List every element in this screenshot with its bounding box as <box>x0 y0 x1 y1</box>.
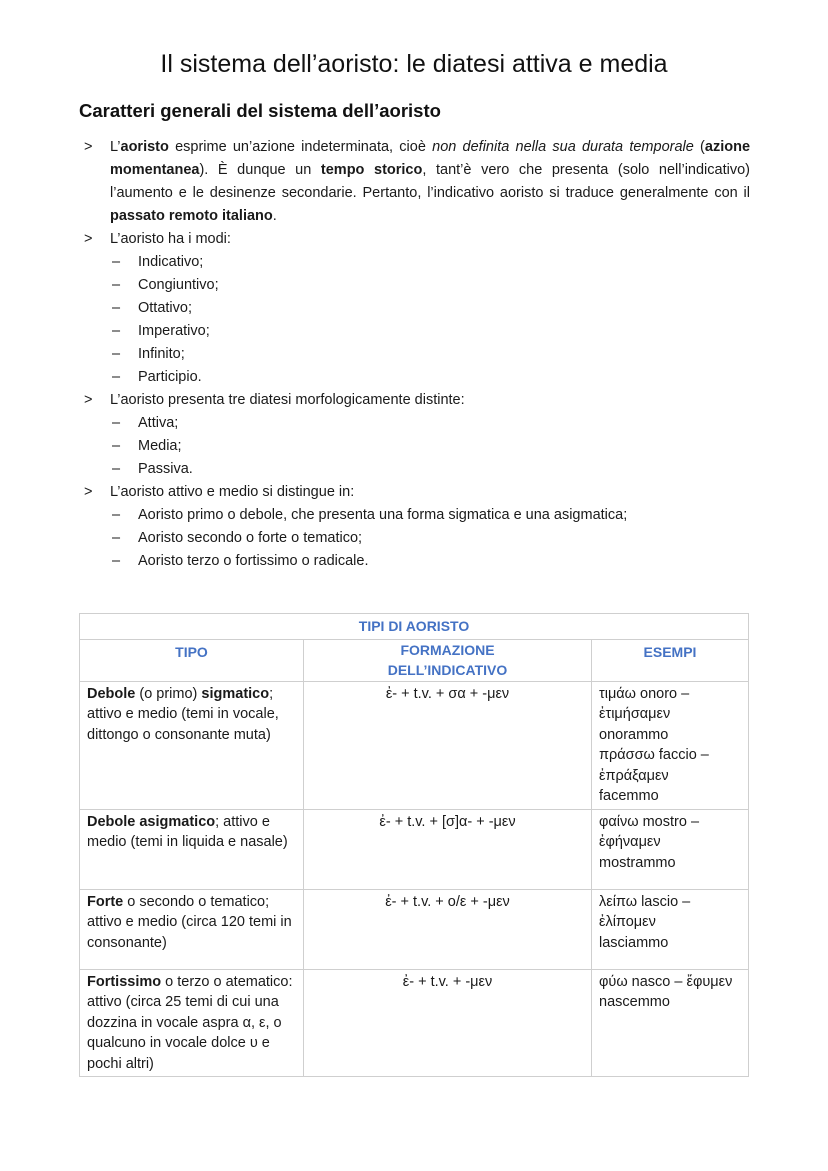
list-item-text: Media; <box>138 438 182 454</box>
list-item-text: Imperativo; <box>138 323 210 339</box>
dash-icon: – <box>112 461 121 477</box>
text: ( <box>693 139 705 155</box>
dash-icon: – <box>112 300 121 316</box>
list-item <box>84 274 750 297</box>
bullet-marker-icon: > <box>84 484 93 500</box>
dash-icon: – <box>112 277 121 293</box>
text: . <box>272 208 277 224</box>
dash-icon: – <box>112 415 121 431</box>
table-row <box>80 809 749 889</box>
bold-term: tempo storico <box>320 162 423 178</box>
bold-term: Fortissimo <box>87 973 162 990</box>
bold-term: aoristo <box>120 139 169 155</box>
bold-term: sigmatico <box>201 685 270 702</box>
bold-term: Forte <box>87 893 124 910</box>
header-tipo: TIPO <box>80 639 304 681</box>
list-item <box>84 550 750 573</box>
dash-icon: – <box>112 254 121 270</box>
list-item-text: Aoristo primo o debole, che presenta una forma sigmatica e una asigmatica; <box>138 507 628 523</box>
bullet-marker-icon: > <box>84 392 93 408</box>
cell-formazione: ἐ- + t.v. + ο/ε + -μεν <box>304 889 592 969</box>
italic-term: non definita nella sua durata temporale <box>432 139 694 155</box>
list-item <box>84 320 750 343</box>
cell-tipo <box>80 969 304 1077</box>
text: , tant’è vero che presenta (solo nell’indicativo) l’aumento e le desinenze secondarie. Pertanto, l’indicativo aoristo si traduce generalmente con il <box>110 162 750 201</box>
example-line: φαίνω mostro – ἐφήναμεν <box>599 813 700 850</box>
cell-tipo <box>80 681 304 809</box>
section-heading: Caratteri generali del sistema dell’aoristo <box>79 100 441 121</box>
bullet-diatesi <box>84 389 750 412</box>
bullet-marker-icon: > <box>84 139 93 155</box>
example-line: lasciammo <box>599 934 669 951</box>
list-item-text: Participio. <box>138 369 202 385</box>
table-row <box>80 969 749 1077</box>
example-line: φύω nasco – ἔφυμεν <box>599 973 733 990</box>
example-line: mostrammo <box>599 854 676 871</box>
bold-term: Debole asigmatico <box>87 813 216 830</box>
list-item-text: Infinito; <box>138 346 185 362</box>
cell-esempi <box>592 969 749 1077</box>
text: ; attivo e medio (temi in vocale, dittongo o consonante muta) <box>87 685 279 743</box>
cell-formazione: ἐ- + t.v. + σα + -μεν <box>304 681 592 809</box>
bullet-tipi <box>84 481 750 504</box>
content-body <box>84 136 750 573</box>
example-line: nascemmo <box>599 994 670 1010</box>
list-item-text: Congiuntivo; <box>138 277 219 293</box>
list-item-text: Aoristo terzo o fortissimo o radicale. <box>138 553 369 569</box>
cell-formazione: ἐ- + t.v. + -μεν <box>304 969 592 1077</box>
table-header-row <box>80 639 749 681</box>
list-item <box>84 435 750 458</box>
list-item <box>84 412 750 435</box>
dash-icon: – <box>112 346 121 362</box>
cell-tipo <box>80 809 304 889</box>
dash-icon: – <box>112 553 121 569</box>
page-title: Il sistema dell’aoristo: le diatesi attiva e media <box>160 50 668 78</box>
cell-tipo <box>80 889 304 969</box>
cell-esempi <box>592 809 749 889</box>
bold-term: passato remoto italiano <box>110 208 273 224</box>
bold-term: Debole <box>87 685 136 702</box>
list-item <box>84 297 750 320</box>
text: o secondo o tematico; attivo e medio (circa 120 temi in consonante) <box>87 893 292 951</box>
list-item <box>84 366 750 389</box>
example-line: τιμάω onoro – ἐτιμήσαμεν <box>599 685 690 722</box>
bold-term: azione momentanea <box>110 139 751 178</box>
text: esprime un’azione indeterminata, cioè <box>168 139 433 155</box>
dash-icon: – <box>112 530 121 546</box>
header-esempi: ESEMPI <box>592 639 749 681</box>
header-formazione: FORMAZIONE DELL’INDICATIVO <box>304 639 592 681</box>
bullet-text: L’aoristo presenta tre diatesi morfologicamente distinte: <box>110 392 465 408</box>
bullet-modi <box>84 228 750 251</box>
text: ). È dunque un <box>199 162 321 178</box>
example-line: λείπω lascio – ἐλίπομεν <box>599 893 691 930</box>
cell-esempi <box>592 889 749 969</box>
example-line: onorammo <box>599 726 669 743</box>
list-item-text: Indicativo; <box>138 254 204 270</box>
table-row <box>80 681 749 809</box>
dash-icon: – <box>112 507 121 523</box>
list-item <box>84 527 750 550</box>
text: L’ <box>110 139 121 155</box>
list-item-text: Ottativo; <box>138 300 192 316</box>
text: o terzo o atematico: attivo (circa 25 temi di cui una dozzina in vocale aspra α, ε, o qualcuno in vocale dolce υ e pochi altri) <box>87 973 293 1072</box>
table-caption: TIPI DI AORISTO <box>80 614 749 640</box>
table-row <box>80 889 749 969</box>
list-item <box>84 343 750 366</box>
cell-esempi <box>592 681 749 809</box>
bullet-marker-icon: > <box>84 231 93 247</box>
list-item-text: Attiva; <box>138 415 179 431</box>
example-line: πράσσω faccio – ἐπράξαμεν <box>599 747 709 784</box>
bullet-aoristo-definition <box>84 136 750 228</box>
example-line: facemmo <box>599 788 659 804</box>
bullet-text: L’aoristo ha i modi: <box>110 231 231 247</box>
dash-icon: – <box>112 323 121 339</box>
list-item <box>84 458 750 481</box>
list-item <box>84 251 750 274</box>
list-item-text: Passiva. <box>138 461 193 477</box>
dash-icon: – <box>112 369 121 385</box>
bullet-text: L’aoristo attivo e medio si distingue in: <box>110 484 355 500</box>
list-item-text: Aoristo secondo o forte o tematico; <box>138 530 363 546</box>
dash-icon: – <box>112 438 121 454</box>
aorist-types-table <box>79 613 749 1077</box>
text: ; attivo e medio (temi in liquida e nasale) <box>87 813 288 850</box>
cell-formazione: ἐ- + t.v. + [σ]α- + -μεν <box>304 809 592 889</box>
list-item <box>84 504 750 527</box>
text: (o primo) <box>135 685 202 702</box>
